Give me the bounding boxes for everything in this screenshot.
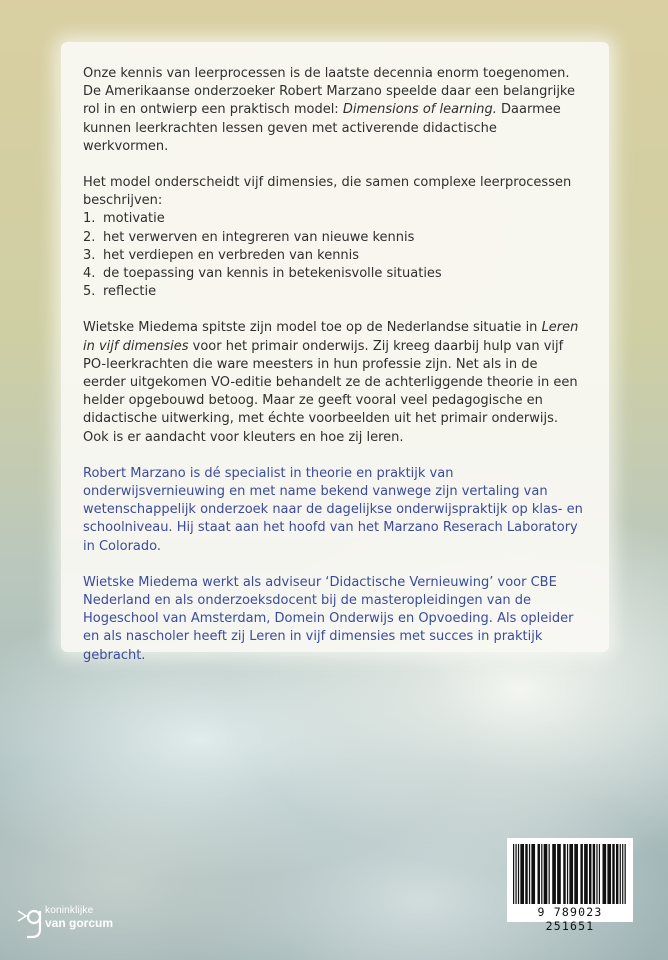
miedema-bio: Wietske Miedema werkt als adviseur ‘Didactische Vernieuwing’ voor CBE Nederland en als onderzoeksdocent bij de masteropleidingen van de Hogeschool van Amsterdam, Domein Onderwijs en Opvoeding. Als opleider en als nascholer heeft zij Leren in vijf dimensies met succes in praktijk gebracht. <box>83 574 574 663</box>
publisher-line-2: van gorcum <box>45 916 114 930</box>
intro-text: Onze kennis van leerprocessen is de laatste decennia enorm toegenomen. De Amerikaanse onderzoeker Robert Marzano speelde daar een belangrijke rol in en ontwierp een praktisch model: <box>83 66 575 118</box>
list-item: 4. de toepassing van kennis in betekenisvolle situaties <box>83 266 442 282</box>
isbn-number: 9 789023 251651 <box>537 905 603 933</box>
isbn-barcode <box>507 838 633 933</box>
dimensions-list <box>83 210 583 301</box>
marzano-bio: Robert Marzano is dé specialist in theorie en praktijk van onderwijsvernieuwing en met name bekend vanwege zijn vertaling van wetenschappelijk onderzoek naar de dagelijkse onderwijspraktijk op klas- en schoolniveau. Hij staat aan het hoofd van het Marzano Reserach Laboratory in Colorado. <box>83 465 583 554</box>
book-title: Leren in vijf dimensies <box>83 320 579 354</box>
list-item: 2. het verwerven en integreren van nieuwe kennis <box>83 229 415 245</box>
miedema-model-paragraph: Wietske Miedema spitste zijn model toe op de Nederlandse situatie in Leren in vijf dimensies voor het primair onderwijs. Zij kreeg daarbij hulp van vijf PO-leerkrachten die ware meesters in hun professie zijn. Net als in de eerder uitgekomen VO-editie behandelt ze de achterliggende theorie in een helder opgebouwd betoog. Maar ze geeft vooral veel pedagogische en didactische uitwerking, met échte voorbeelden uit het primair onderwijs. Ook is er aandacht voor kleuters en hoe zij leren. <box>83 320 579 445</box>
list-item: 3. het verdiepen en verbreden van kennis <box>83 247 360 263</box>
publisher-logo <box>16 905 113 939</box>
back-cover-text-panel <box>61 42 609 663</box>
publisher-mark-icon <box>16 905 42 939</box>
barcode-bars <box>511 844 629 904</box>
list-item: 5. reflectie <box>83 284 157 300</box>
list-item: 1. motivatie <box>83 211 165 227</box>
intro-paragraph <box>83 65 583 156</box>
publisher-line-1: koninklijke <box>45 905 94 916</box>
intro-text-end: Daarmee kunnen leerkrachten lessen geven met activerende didactische werkvormen. <box>83 102 561 154</box>
dimensions-intro: Het model onderscheidt vijf dimensies, die samen complexe leerprocessen beschrijven: <box>83 175 572 209</box>
model-name: Dimensions of learning. <box>342 102 497 118</box>
